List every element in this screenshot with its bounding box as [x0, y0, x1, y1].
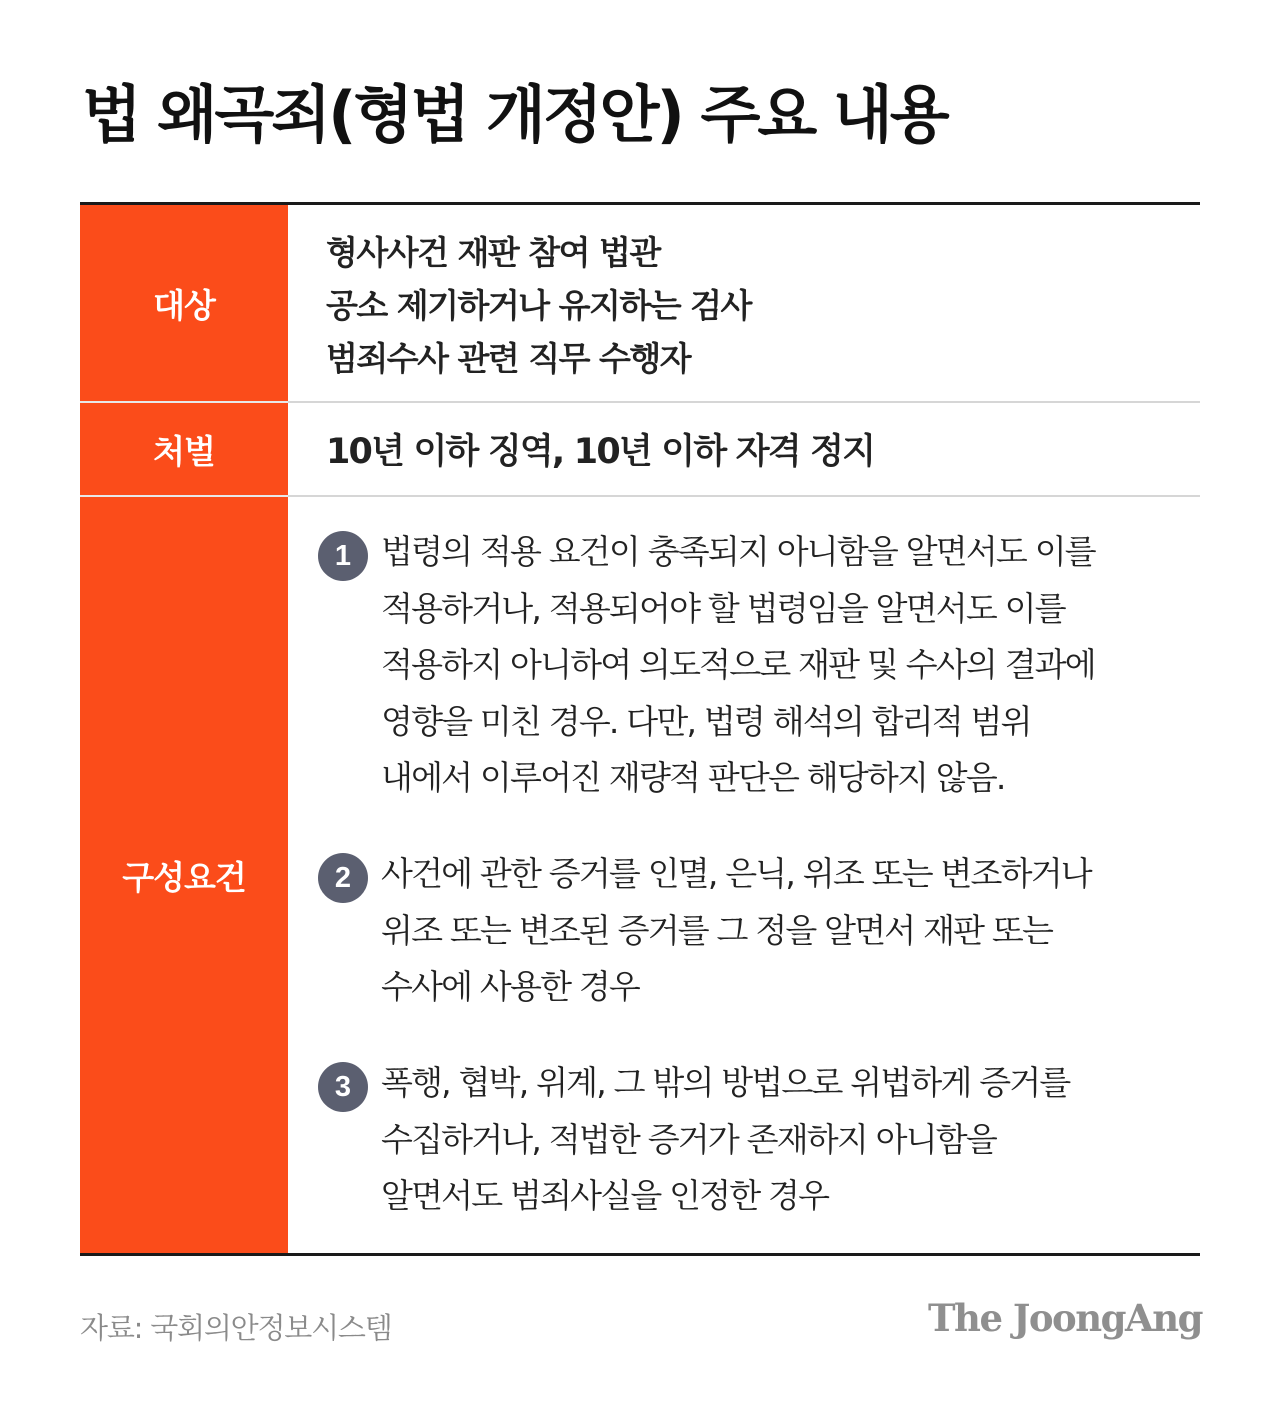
requirement-item-1 — [318, 524, 1198, 807]
table-bottom-rule — [80, 1253, 1200, 1256]
requirements-label-cell — [80, 497, 288, 1253]
penalty-text: 10년 이하 징역, 10년 이하 자격 정지 — [326, 432, 875, 472]
requirement-line: 내에서 이루어진 재량적 판단은 해당하지 않음. — [381, 758, 1005, 797]
requirement-line: 폭행, 협박, 위계, 그 밖의 방법으로 위법하게 증거를 — [381, 1063, 1070, 1102]
penalty-content — [326, 403, 874, 495]
requirement-item-3 — [318, 1055, 1198, 1225]
requirement-line: 알면서도 범죄사실을 인정한 경우 — [381, 1176, 829, 1215]
target-content — [326, 226, 751, 385]
summary-table — [80, 202, 1200, 1256]
target-label: 대상 — [153, 286, 215, 325]
target-line: 공소 제기하거나 유지하는 검사 — [326, 286, 751, 325]
penalty-label: 처벌 — [153, 431, 215, 471]
target-label-cell — [80, 205, 288, 402]
requirement-item-2 — [318, 846, 1198, 1016]
requirement-line: 법령의 적용 요건이 충족되지 아니함을 알면서도 이를 — [381, 532, 1095, 571]
row-divider — [288, 495, 1200, 497]
requirement-line: 사건에 관한 증거를 인멸, 은닉, 위조 또는 변조하거나 — [381, 854, 1091, 893]
requirement-line: 수집하거나, 적법한 증거가 존재하지 아니함을 — [381, 1119, 996, 1159]
target-line: 형사사건 재판 참여 법관 — [326, 233, 660, 272]
requirement-line: 위조 또는 변조된 증거를 그 정을 알면서 재판 또는 — [381, 910, 1053, 950]
source-credit: 자료: 국회의안정보시스템 — [80, 1311, 392, 1345]
page-title: 법 왜곡죄(형법 개정안) 주요 내용 — [82, 78, 947, 151]
target-line: 범죄수사 관련 직무 수행자 — [326, 339, 691, 378]
requirement-line: 적용하거나, 적용되어야 할 법령임을 알면서도 이를 — [381, 588, 1065, 628]
publisher-logo: The JoongAng — [928, 1296, 1202, 1340]
requirements-label: 구성요건 — [122, 857, 246, 897]
number-badge: 2 — [318, 853, 368, 903]
penalty-label-cell — [80, 403, 288, 495]
requirement-line: 적용하지 아니하여 의도적으로 재판 및 수사의 결과에 — [381, 645, 1095, 684]
number-badge: 3 — [318, 1062, 368, 1112]
requirement-line: 영향을 미친 경우. 다만, 법령 해석의 합리적 범위 — [381, 701, 1031, 741]
requirement-line: 수사에 사용한 경우 — [381, 967, 640, 1006]
number-badge: 1 — [318, 531, 368, 581]
